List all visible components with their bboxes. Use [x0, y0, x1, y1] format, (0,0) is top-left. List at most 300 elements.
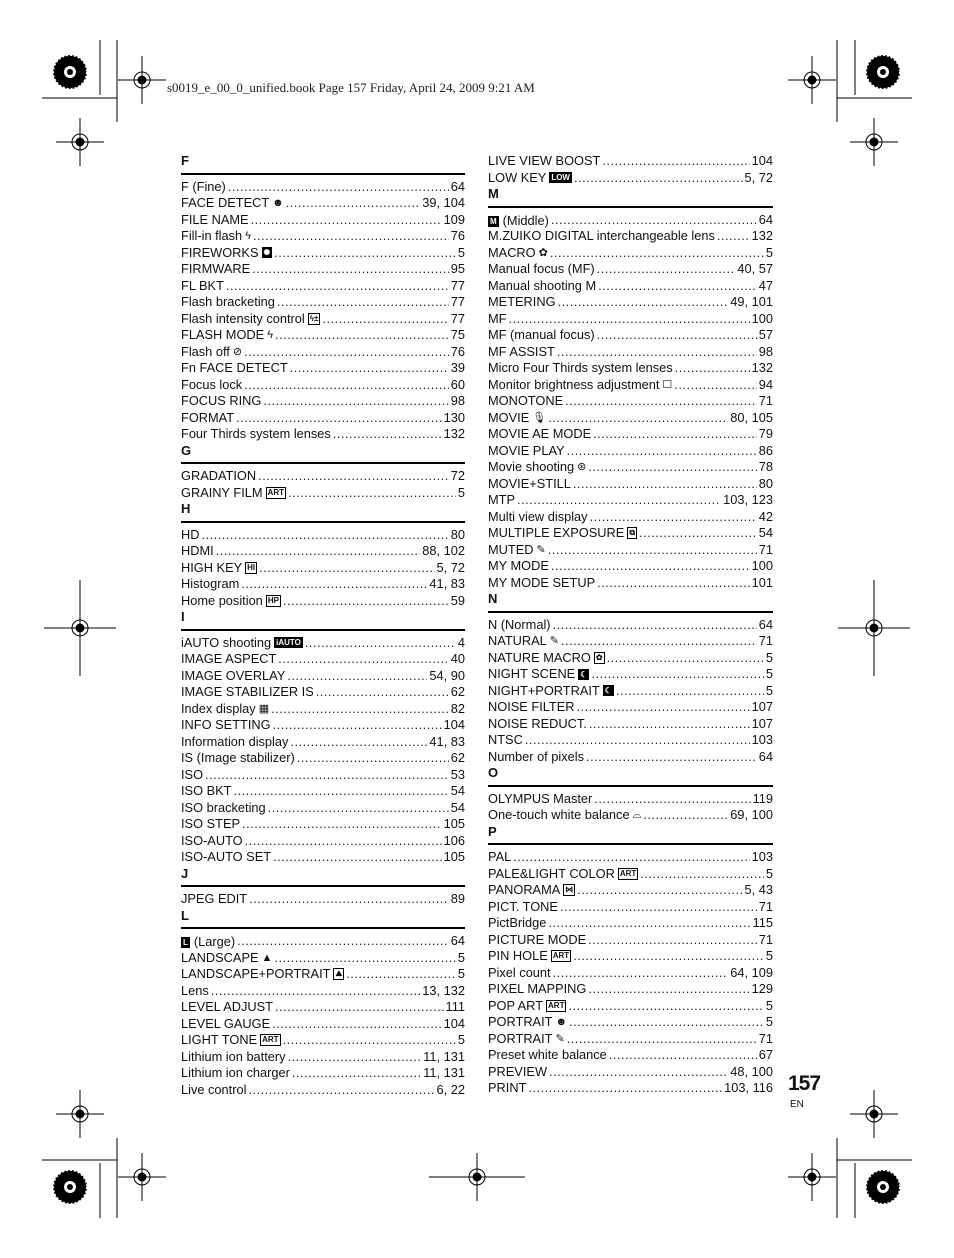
entry-pages: 105	[443, 849, 465, 864]
leader-dots	[292, 1065, 421, 1082]
entry-term	[488, 866, 638, 883]
landscape-portrait-icon: ⛰	[335, 969, 343, 979]
home-position-icon: HP	[267, 595, 279, 605]
entry-term	[488, 542, 546, 559]
entry-label: ISO bracketing	[181, 799, 266, 815]
entry-label: NIGHT SCENE	[488, 666, 576, 681]
entry-term	[488, 1047, 607, 1064]
index-entry	[181, 651, 465, 668]
index-entry	[181, 701, 465, 718]
entry-label: F (Fine)	[181, 178, 226, 194]
panorama-icon: ⋈	[565, 885, 574, 895]
entry-label: Flash bracketing	[181, 294, 275, 309]
index-entry	[181, 426, 465, 443]
entry-pages: 54	[450, 799, 465, 815]
entry-term	[488, 153, 600, 170]
entry-label: Lithium ion charger	[181, 1065, 290, 1080]
leader-dots	[283, 1032, 456, 1049]
entry-label: FIREWORKS	[181, 244, 259, 260]
entry-label: LOW KEY	[488, 169, 547, 185]
entry-pages: 57	[758, 327, 773, 342]
entry-term	[488, 377, 672, 394]
entry-pages: 13, 132	[422, 982, 465, 998]
entry-pages: 82	[450, 700, 465, 716]
landscape-icon: ▲	[261, 951, 273, 964]
leader-dots	[287, 668, 427, 685]
section-rule	[181, 885, 465, 887]
entry-label: IMAGE OVERLAY	[181, 667, 286, 683]
leader-dots	[249, 891, 449, 908]
entry-label: POP ART	[488, 997, 544, 1013]
entry-label: IMAGE ASPECT	[181, 651, 277, 666]
entry-label: MY MODE SETUP	[488, 574, 596, 590]
index-entry	[488, 542, 773, 559]
leader-dots	[263, 393, 448, 410]
entry-label: MOVIE+STILL	[488, 475, 571, 491]
entry-pages: 88, 102	[422, 543, 465, 558]
index-entry	[181, 635, 465, 652]
entry-label: LANDSCAPE+PORTRAIT	[181, 966, 331, 981]
entry-pages: 41, 83	[429, 733, 465, 749]
index-entry	[181, 327, 465, 344]
entry-label: FLASH MODE	[181, 327, 265, 342]
portrait-icon: ☻	[555, 1016, 568, 1029]
index-entry	[488, 732, 773, 749]
index-entry	[181, 849, 465, 866]
entry-label: INFO SETTING	[181, 717, 271, 732]
leader-dots	[573, 476, 757, 493]
entry-term	[181, 966, 344, 983]
fireworks-icon: ✺	[263, 248, 271, 258]
leader-dots	[550, 245, 764, 262]
entry-term	[488, 443, 565, 460]
entry-label: Manual shooting M	[488, 277, 597, 293]
index-entry	[181, 179, 465, 196]
leader-dots	[598, 278, 757, 295]
leader-dots	[558, 294, 729, 311]
entry-term	[488, 965, 551, 982]
index-entry	[488, 459, 773, 476]
leader-dots	[286, 195, 421, 212]
entry-pages: 98	[450, 393, 465, 408]
entry-term	[488, 899, 558, 916]
leader-dots	[553, 617, 757, 634]
entry-term	[181, 344, 242, 361]
flash-icon: ϟ	[245, 230, 251, 243]
index-entry	[181, 983, 465, 1000]
entry-term	[488, 849, 511, 866]
night-scene-icon: ☾	[580, 669, 588, 679]
entry-label: PORTRAIT	[488, 1030, 553, 1046]
leader-dots	[593, 426, 757, 443]
entry-term	[181, 360, 288, 377]
entry-pages: 71	[758, 931, 773, 947]
entry-pages: 41, 83	[429, 576, 465, 591]
entry-term	[488, 1014, 567, 1031]
index-entry	[181, 933, 465, 950]
picture-mode-icon: ✎	[549, 635, 559, 648]
leader-dots	[616, 683, 764, 700]
entry-pages: 130	[443, 409, 465, 425]
section-rule	[488, 206, 773, 208]
index-entry	[181, 245, 465, 262]
entry-pages: 39, 104	[422, 195, 465, 210]
leader-dots	[237, 933, 449, 950]
entry-term	[181, 195, 284, 212]
entry-pages: 132	[751, 360, 773, 375]
entry-pages: 119	[752, 790, 773, 806]
entry-term	[181, 767, 203, 784]
entry-pages: 80	[450, 526, 465, 542]
index-entry	[488, 1014, 773, 1031]
leader-dots	[609, 1047, 757, 1064]
entry-pages: 47	[758, 277, 773, 293]
index-entry	[488, 683, 773, 700]
entry-pages: 11, 131	[423, 1048, 465, 1064]
index-entry	[488, 699, 773, 716]
entry-pages: 64	[758, 748, 773, 764]
entry-term	[488, 732, 523, 749]
index-entry	[181, 950, 465, 967]
leader-dots	[548, 542, 757, 559]
entry-term	[488, 170, 572, 187]
entry-label: MOVIE AE MODE	[488, 426, 592, 441]
section-rule	[181, 462, 465, 464]
entry-term	[488, 882, 575, 899]
entry-label: Fill-in flash	[181, 228, 243, 243]
leader-dots	[674, 377, 756, 394]
leader-dots	[569, 1014, 764, 1031]
entry-label: LIVE VIEW BOOST	[488, 153, 601, 168]
page-number: 157	[788, 1072, 821, 1095]
entry-label: JPEG EDIT	[181, 891, 248, 906]
entry-term	[488, 807, 641, 824]
leader-dots	[244, 377, 449, 394]
index-entry	[181, 294, 465, 311]
entry-term	[181, 468, 256, 485]
entry-label: One-touch white balance	[488, 807, 630, 822]
entry-pages: 54, 90	[429, 667, 465, 683]
entry-pages: 4	[457, 634, 465, 650]
entry-pages: 64	[450, 178, 465, 194]
entry-pages: 77	[450, 294, 465, 309]
entry-pages: 71	[758, 898, 773, 914]
entry-term	[181, 1032, 281, 1049]
entry-term	[488, 633, 559, 650]
leader-dots	[201, 527, 448, 544]
flash-off-icon: ⊘	[232, 345, 243, 358]
leader-dots	[322, 311, 448, 328]
entry-term	[488, 476, 571, 493]
entry-pages: 6, 22	[436, 1081, 465, 1097]
entry-pages: 49, 101	[730, 294, 773, 309]
leader-dots	[252, 261, 449, 278]
entry-term	[181, 891, 247, 908]
index-entry	[181, 228, 465, 245]
low-key-icon: LOW	[551, 173, 570, 183]
index-entry	[181, 543, 465, 560]
entry-term	[181, 1049, 286, 1066]
entry-pages: 5	[765, 666, 773, 681]
index-entry	[488, 393, 773, 410]
art-filter-icon: ART	[619, 868, 637, 878]
art-filter-icon: ART	[267, 487, 284, 497]
entry-label: Micro Four Thirds system lenses	[488, 360, 673, 375]
index-entry	[181, 576, 465, 593]
entry-label: Four Thirds system lenses	[181, 426, 331, 441]
entry-term	[488, 683, 614, 700]
leader-dots	[271, 701, 449, 718]
entry-pages: 115	[752, 915, 773, 930]
section-letter: M	[488, 186, 499, 201]
entry-term	[181, 1065, 290, 1082]
entry-pages: 100	[751, 558, 773, 573]
entry-label: PictBridge	[488, 915, 547, 930]
entry-term	[181, 426, 331, 443]
entry-pages: 78	[758, 459, 773, 474]
leader-dots	[333, 426, 442, 443]
leader-dots	[277, 294, 449, 311]
entry-term	[488, 1031, 565, 1048]
entry-term	[181, 701, 269, 718]
section-letter: P	[488, 823, 497, 839]
index-entry	[181, 560, 465, 577]
one-touch-wb-icon: ⌓	[632, 809, 642, 822]
index-entry	[488, 575, 773, 592]
print-header: s0019_e_00_0_unified.book Page 157 Friday, April 24, 2009 9:21 AM	[167, 80, 535, 95]
index-entry	[488, 981, 773, 998]
entry-pages: 107	[751, 699, 773, 714]
leader-dots	[557, 344, 757, 361]
leader-dots	[278, 651, 448, 668]
entry-label: NATURE MACRO	[488, 649, 591, 665]
index-entry	[181, 468, 465, 485]
entry-pages: 106	[443, 832, 465, 848]
entry-label: IMAGE STABILIZER IS	[181, 684, 314, 699]
iauto-icon: iAUTO	[276, 638, 301, 648]
entry-pages: 104	[443, 717, 465, 732]
index-entry	[488, 849, 773, 866]
entry-label: Home position	[181, 592, 263, 608]
entry-term	[181, 393, 261, 410]
flash-icon: ϟ	[267, 329, 274, 342]
microphone-icon: 🎙	[532, 411, 547, 424]
entry-pages: 72	[450, 468, 465, 483]
index-entry	[181, 891, 465, 908]
entry-pages: 103	[751, 732, 773, 747]
leader-dots	[288, 1049, 422, 1066]
index-entry	[488, 633, 773, 650]
entry-label: Preset white balance	[488, 1047, 607, 1062]
entry-label: PICTURE MODE	[488, 931, 587, 947]
entry-label: Live control	[181, 1081, 247, 1097]
entry-label: Index display	[181, 700, 256, 716]
index-entry	[488, 311, 773, 328]
leader-dots	[288, 485, 456, 502]
index-entry	[488, 327, 773, 344]
entry-term	[181, 228, 251, 245]
index-entry	[488, 170, 773, 187]
entry-term	[488, 617, 551, 634]
leader-dots	[273, 717, 442, 734]
entry-term	[488, 344, 555, 361]
entry-label: PIN HOLE	[488, 948, 548, 963]
entry-label: MY MODE	[488, 558, 549, 573]
entry-label: MF ASSIST	[488, 343, 555, 359]
entry-term	[181, 816, 240, 833]
entry-term	[181, 934, 235, 951]
entry-pages: 64	[758, 616, 773, 632]
entry-term	[181, 1016, 270, 1033]
leader-dots	[568, 998, 763, 1015]
entry-pages: 80, 105	[730, 409, 773, 425]
entry-pages: 5	[765, 865, 773, 881]
index-entry	[181, 593, 465, 610]
index-entry	[488, 212, 773, 229]
entry-pages: 71	[758, 541, 773, 557]
entry-label: MONOTONE	[488, 393, 564, 408]
entry-label: MACRO	[488, 244, 536, 260]
entry-term	[488, 426, 591, 443]
entry-label: PAL	[488, 849, 512, 864]
leader-dots	[597, 327, 757, 344]
entry-label: Flash intensity control	[181, 310, 305, 326]
index-entry	[488, 1080, 773, 1097]
leader-dots	[274, 245, 456, 262]
picture-mode-icon: ✎	[536, 543, 546, 556]
section-letter: J	[181, 865, 189, 881]
leader-dots	[259, 560, 434, 577]
leader-dots	[588, 459, 756, 476]
entry-label: PREVIEW	[488, 1063, 548, 1079]
entry-term	[488, 791, 592, 808]
index-entry	[488, 899, 773, 916]
night-portrait-icon: ☾	[604, 686, 612, 696]
entry-label: FIRMWARE	[181, 261, 251, 276]
entry-label: ISO	[181, 766, 204, 782]
leader-dots	[597, 261, 736, 278]
section-letter: N	[488, 591, 498, 606]
index-entry	[181, 684, 465, 701]
entry-label: NTSC	[488, 732, 523, 747]
leader-dots	[591, 666, 763, 683]
leader-dots	[245, 833, 442, 850]
entry-term	[181, 543, 214, 560]
index-entry	[488, 1031, 773, 1048]
entry-term	[181, 983, 209, 1000]
leader-dots	[316, 684, 449, 701]
entry-pages: 64, 109	[730, 964, 773, 980]
leader-dots	[251, 212, 442, 229]
leader-dots	[242, 816, 442, 833]
leader-dots	[528, 1080, 722, 1097]
face-icon: ☻	[272, 197, 284, 210]
entry-pages: 59	[450, 592, 465, 608]
multiple-exposure-icon: ⧉	[629, 528, 636, 538]
entry-pages: 42	[758, 508, 773, 524]
entry-label: OLYMPUS Master	[488, 790, 593, 806]
entry-pages: 5	[457, 1032, 465, 1047]
entry-term	[488, 459, 586, 476]
entry-pages: 60	[450, 376, 465, 392]
entry-label: ISO-AUTO	[181, 832, 243, 848]
leader-dots	[236, 410, 442, 427]
leader-dots	[525, 732, 750, 749]
section-rule	[488, 785, 773, 787]
leader-dots	[228, 179, 449, 196]
entry-label: MOVIE	[488, 409, 530, 425]
leader-dots	[586, 749, 757, 766]
art-filter-icon: ART	[262, 1035, 279, 1045]
leader-dots	[226, 278, 449, 295]
leader-dots	[551, 558, 750, 575]
leader-dots	[548, 410, 728, 427]
entry-pages: 5	[765, 244, 773, 260]
index-entry	[488, 882, 773, 899]
leader-dots	[508, 311, 749, 328]
entry-pages: 109	[443, 211, 465, 227]
entry-pages: 11, 131	[423, 1065, 465, 1080]
flash-intensity-icon: ϟ±	[309, 313, 319, 323]
nature-macro-icon: ✿	[595, 652, 603, 662]
entry-pages: 98	[758, 343, 773, 359]
entry-label: MF	[488, 310, 507, 326]
entry-term	[488, 666, 589, 683]
index-entry	[488, 998, 773, 1015]
entry-term	[181, 527, 199, 544]
index-column-right	[488, 153, 773, 1097]
entry-label: PRINT	[488, 1080, 527, 1095]
index-entry	[488, 866, 773, 883]
entry-term	[488, 699, 575, 716]
index-entry	[488, 807, 773, 824]
entry-pages: 80	[758, 475, 773, 491]
leader-dots	[283, 593, 449, 610]
index-entry	[181, 999, 465, 1016]
entry-term	[488, 245, 548, 262]
index-entry	[181, 816, 465, 833]
section-rule	[181, 629, 465, 631]
entry-pages: 5	[457, 949, 465, 965]
entry-term	[181, 261, 250, 278]
entry-label: HDMI	[181, 543, 214, 558]
entry-term	[181, 750, 295, 767]
index-entry	[488, 558, 773, 575]
index-entry	[488, 344, 773, 361]
leader-dots	[248, 1082, 434, 1099]
entry-term	[181, 999, 273, 1016]
entry-label: PALE&LIGHT COLOR	[488, 865, 615, 881]
monitor-brightness-icon: ☐	[662, 378, 673, 391]
entry-label: NOISE FILTER	[488, 699, 575, 714]
entry-pages: 129	[751, 981, 773, 996]
entry-term	[181, 212, 249, 229]
entry-pages: 5	[765, 948, 773, 963]
leader-dots	[594, 791, 750, 808]
leader-dots	[560, 899, 757, 916]
leader-dots	[589, 716, 750, 733]
entry-pages: 54	[450, 783, 465, 798]
leader-dots	[567, 1031, 757, 1048]
entry-term	[181, 311, 320, 328]
index-entry	[488, 377, 773, 394]
entry-term	[181, 1082, 246, 1099]
index-entry	[488, 965, 773, 982]
index-entry	[488, 1047, 773, 1064]
entry-pages: 5	[765, 682, 773, 698]
entry-pages: 71	[758, 633, 773, 648]
index-entry	[488, 443, 773, 460]
